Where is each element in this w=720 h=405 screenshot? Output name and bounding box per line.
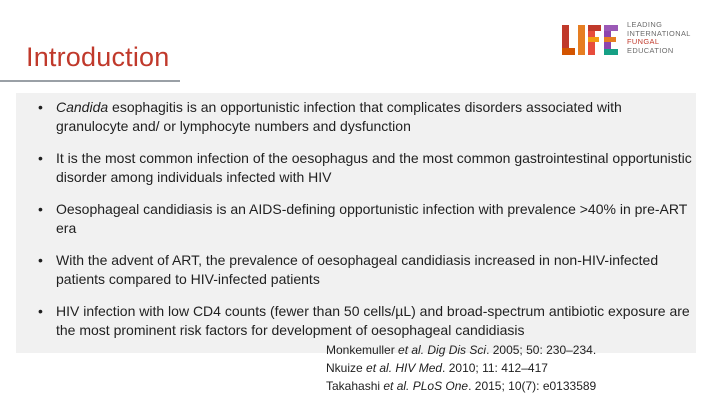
reference-journal: et al. Dig Dis Sci	[398, 343, 487, 357]
reference-journal: et al. HIV Med	[366, 361, 443, 375]
logo-line-1: LEADING	[627, 20, 663, 29]
bullet-item	[38, 98, 698, 136]
reference-citation: . 2005; 50: 230–234.	[486, 343, 597, 357]
bullet-text: With the advent of ART, the prevalence of oesophageal candidiasis increased in non-HIV-infected patients compared to HIV-infected patients	[56, 252, 659, 287]
reference-item	[326, 359, 596, 377]
bullet-italic-lead: Candida	[56, 99, 109, 115]
reference-item	[326, 377, 596, 395]
bullet-item	[38, 251, 698, 289]
reference-author: Nkuize	[326, 361, 367, 375]
life-logo-mark-icon	[560, 21, 620, 59]
reference-citation: . 2010; 11: 412–417	[442, 361, 548, 375]
bullet-text: Oesophageal candidiasis is an AIDS-defining opportunistic infection with prevalence >40% in pre-ART era	[56, 201, 688, 236]
logo-line-2: INTERNATIONAL	[627, 28, 691, 38]
reference-journal: et al. PLoS One	[383, 379, 469, 393]
bullet-item	[38, 200, 698, 238]
bullet-item	[38, 149, 698, 187]
reference-item	[326, 341, 596, 359]
reference-citation: . 2015; 10(7): e0133589	[468, 379, 597, 393]
bullet-list	[38, 98, 698, 353]
logo-wordmark	[627, 21, 691, 55]
reference-author: Monkemuller	[326, 343, 399, 357]
bullet-glyph: •	[38, 201, 43, 217]
references	[326, 341, 596, 395]
logo-line-4: EDUCATION	[627, 45, 674, 55]
bullet-glyph: •	[38, 150, 43, 166]
bullet-text: esophagitis is an opportunistic infection that complicates disorders associated with granulocyte and/ or lymphocyte numbers and dysfunction	[56, 99, 622, 134]
logo-line-3: FUNGAL	[627, 37, 660, 47]
bullet-glyph: •	[38, 252, 43, 268]
title-underline	[0, 80, 180, 82]
bullet-item	[38, 302, 698, 340]
bullet-text: It is the most common infection of the oesophagus and the most common gastrointestinal opportunistic disorder among individuals infected with HIV	[56, 150, 692, 185]
reference-author: Takahashi	[326, 379, 384, 393]
bullet-text: HIV infection with low CD4 counts (fewer than 50 cells/µL) and broad-spectrum antibiotic exposure are the most prominent risk factors for development of oesophageal candidiasis	[56, 303, 690, 338]
slide-title: Introduction	[26, 42, 170, 72]
life-logo	[560, 18, 710, 62]
bullet-glyph: •	[38, 303, 43, 319]
bullet-glyph: •	[38, 99, 43, 115]
